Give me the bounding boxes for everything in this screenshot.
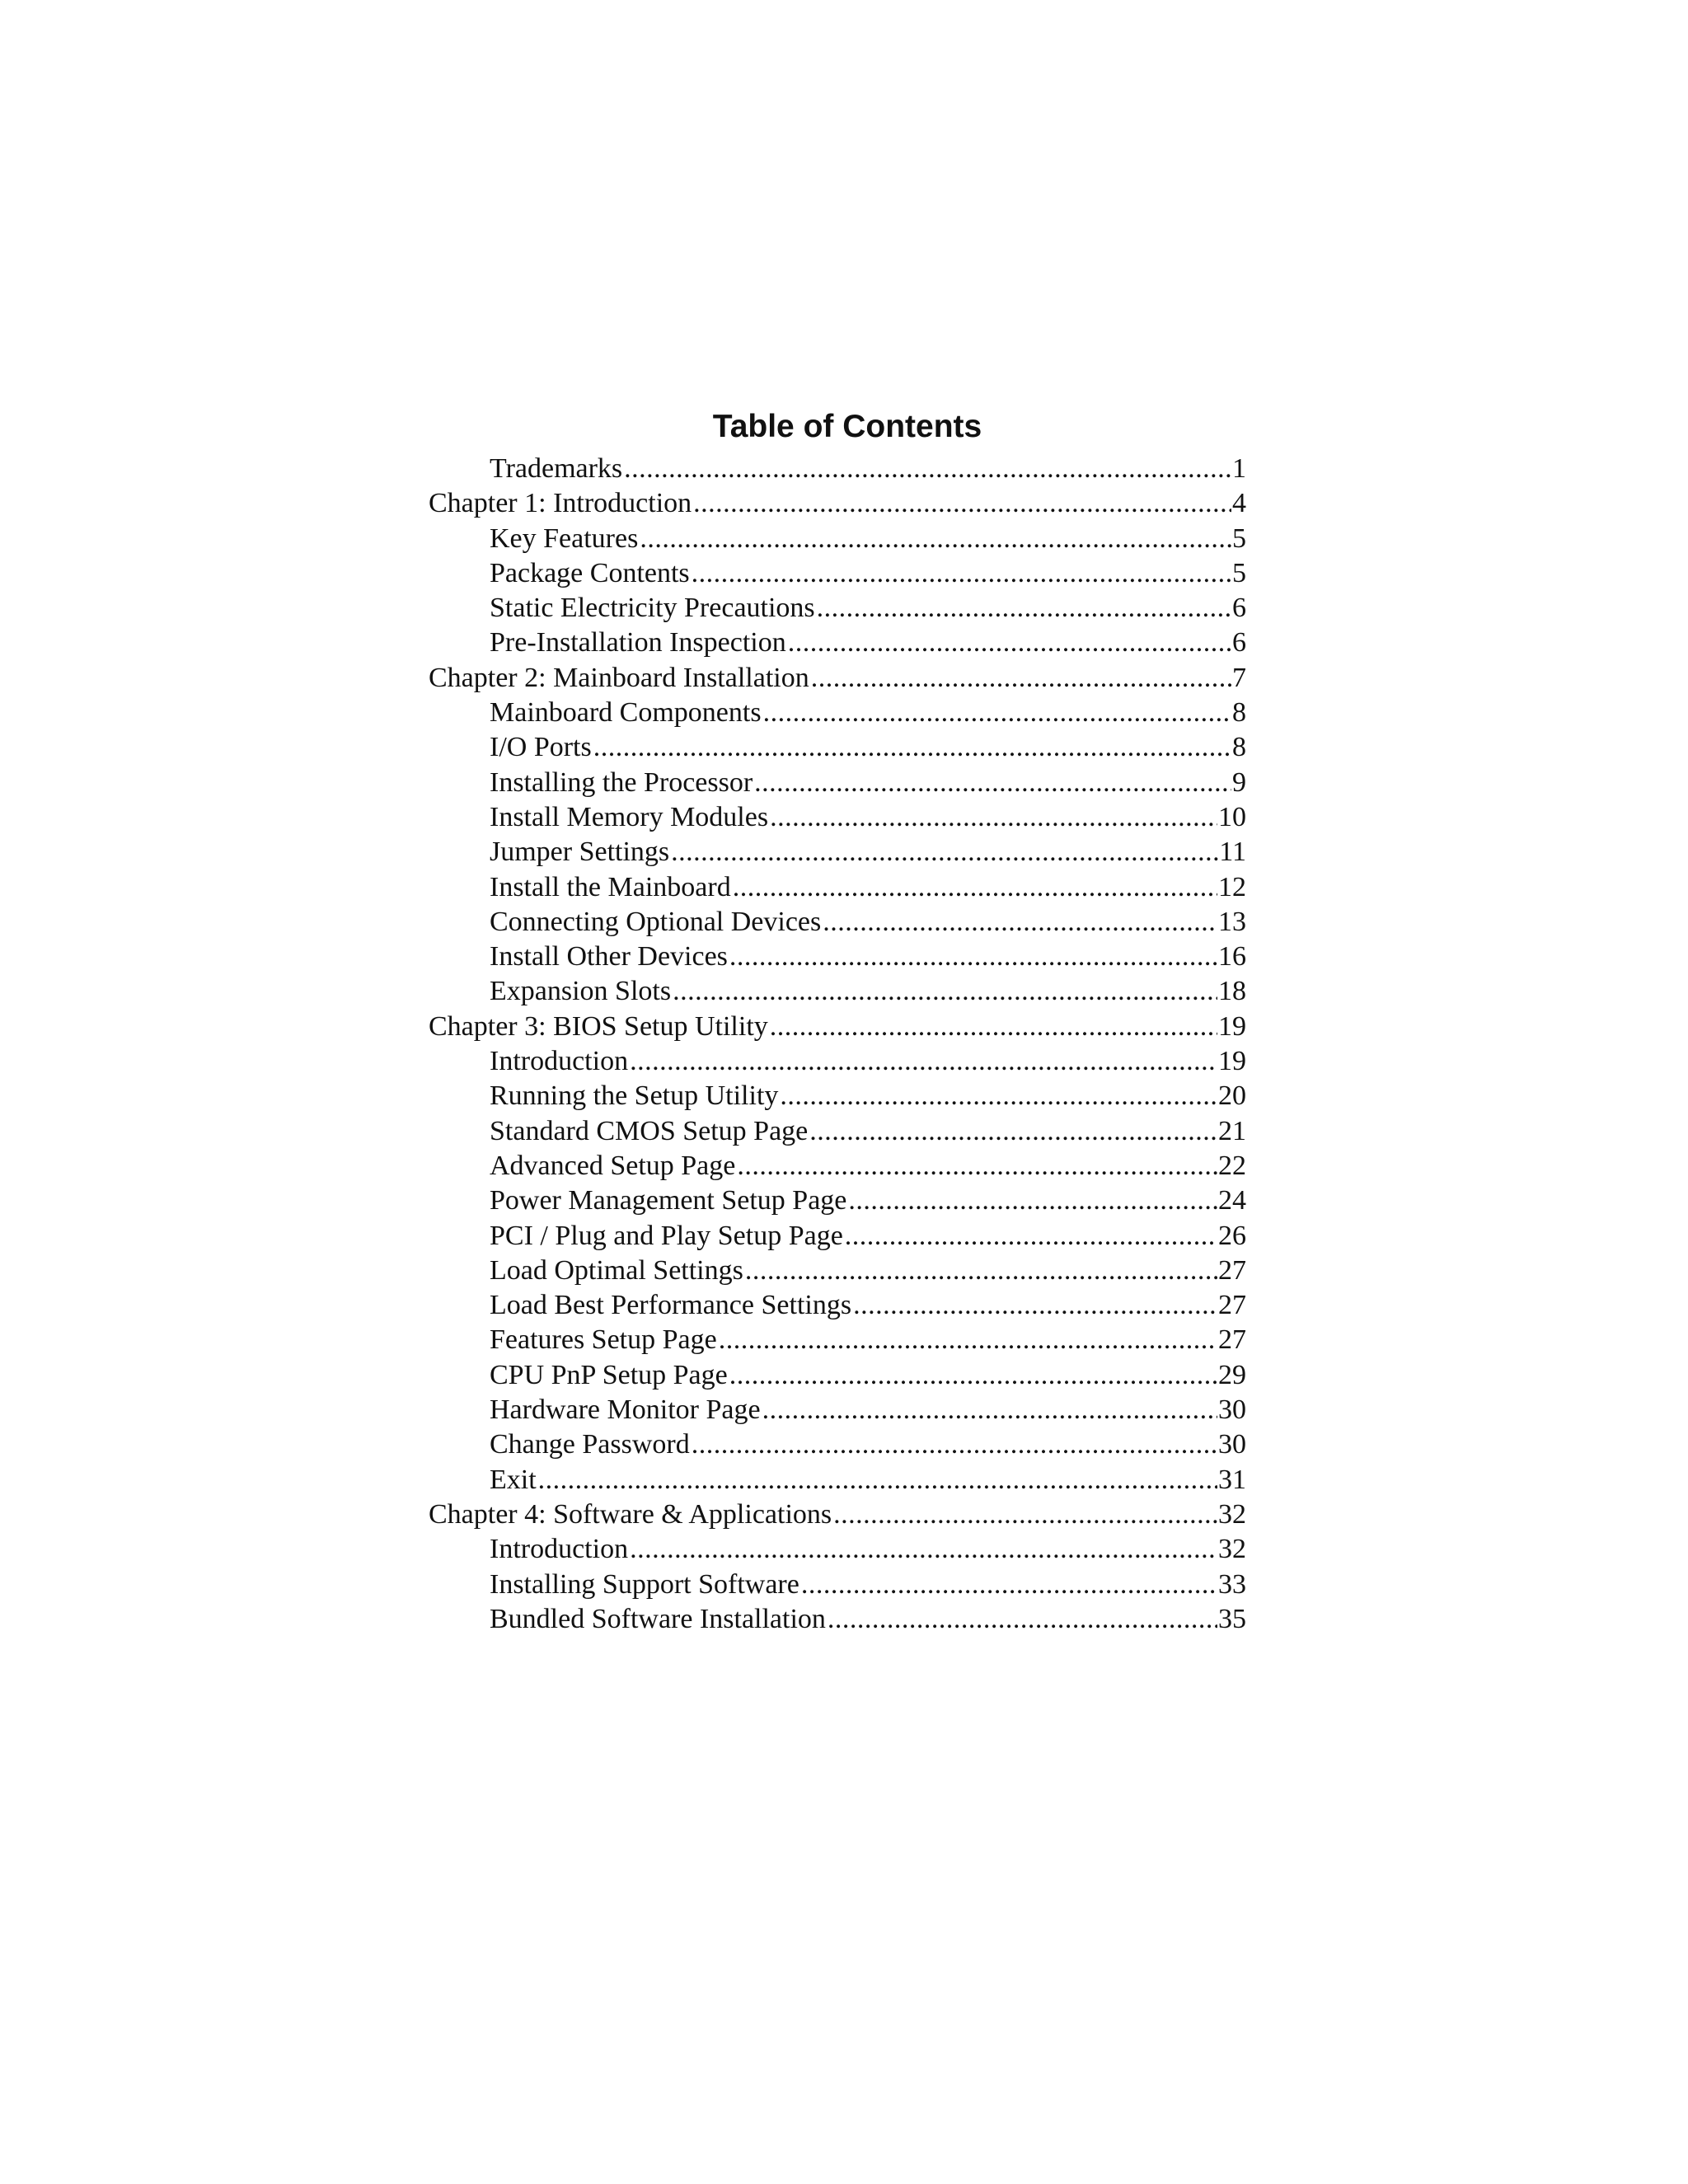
- toc-entry-label: Installing the Processor: [490, 766, 753, 798]
- toc-entry-page-number: 29: [1218, 1359, 1246, 1390]
- toc-entry-label: Pre-Installation Inspection: [490, 627, 786, 658]
- toc-entry-label: Introduction: [490, 1046, 629, 1077]
- toc-entry-page-number: 33: [1218, 1568, 1246, 1600]
- toc-section-entry[interactable]: [429, 1288, 1246, 1323]
- toc-entry-label: Key Features: [490, 523, 639, 554]
- dot-leader: [729, 940, 1217, 974]
- toc-entry-page-number: 12: [1218, 871, 1246, 902]
- toc-entry-page-number: 6: [1232, 593, 1246, 624]
- toc-entry-label: Introduction: [490, 1534, 629, 1565]
- toc-entry-page-number: 35: [1218, 1603, 1246, 1634]
- dot-leader: [762, 1393, 1217, 1427]
- toc-entry-page-number: 18: [1218, 976, 1246, 1007]
- toc-entry-label: Advanced Setup Page: [490, 1150, 736, 1181]
- page-title: Table of Contents: [712, 409, 982, 444]
- toc-entry-page-number: 10: [1218, 801, 1246, 832]
- dot-leader: [770, 1010, 1217, 1044]
- toc-entry-page-number: 7: [1232, 662, 1246, 693]
- toc-entry-page-number: 16: [1218, 941, 1246, 972]
- toc-section-entry[interactable]: [429, 905, 1246, 940]
- toc-section-entry[interactable]: [429, 591, 1246, 626]
- toc-entry-page-number: 27: [1218, 1324, 1246, 1356]
- dot-leader: [624, 452, 1231, 486]
- toc-chapter-entry[interactable]: [429, 661, 1246, 696]
- toc-entry-label: PCI / Plug and Play Setup Page: [490, 1220, 843, 1251]
- toc-entry-label: Load Best Performance Settings: [490, 1290, 852, 1321]
- toc-entry-page-number: 8: [1232, 732, 1246, 763]
- toc-section-entry[interactable]: [429, 696, 1246, 730]
- toc-entry-page-number: 30: [1218, 1394, 1246, 1426]
- toc-section-entry[interactable]: [429, 1079, 1246, 1113]
- toc-entry-page-number: 31: [1218, 1464, 1246, 1495]
- dot-leader: [733, 870, 1217, 905]
- toc-entry-label: Bundled Software Installation: [490, 1603, 826, 1634]
- toc-entry-label: Install the Mainboard: [490, 871, 731, 902]
- toc-entry-label: Static Electricity Precautions: [490, 593, 815, 624]
- toc-section-entry[interactable]: [429, 800, 1246, 835]
- toc-entry-label: Installing Support Software: [490, 1568, 799, 1600]
- dot-leader: [692, 1427, 1217, 1462]
- dot-leader: [630, 1044, 1217, 1079]
- toc-entry-label: Features Setup Page: [490, 1324, 717, 1356]
- toc-section-entry[interactable]: [429, 1323, 1246, 1357]
- toc-section-entry[interactable]: [429, 556, 1246, 591]
- toc-section-entry[interactable]: [429, 1114, 1246, 1149]
- toc-entry-page-number: 9: [1232, 766, 1246, 798]
- toc-entry-label: Chapter 1: Introduction: [429, 488, 692, 519]
- dot-leader: [640, 522, 1231, 556]
- dot-leader: [729, 1358, 1217, 1393]
- toc-entry-page-number: 6: [1232, 627, 1246, 658]
- dot-leader: [801, 1568, 1217, 1602]
- toc-entry-page-number: 13: [1218, 906, 1246, 937]
- dot-leader: [823, 905, 1217, 940]
- dot-leader: [630, 1532, 1217, 1567]
- dot-leader: [845, 1219, 1217, 1254]
- toc-section-entry[interactable]: [429, 1219, 1246, 1254]
- toc-entry-page-number: 22: [1218, 1150, 1246, 1181]
- toc-entry-page-number: 19: [1218, 1010, 1246, 1042]
- toc-entry-label: Install Other Devices: [490, 941, 728, 972]
- toc-entry-label: Chapter 4: Software & Applications: [429, 1498, 832, 1530]
- dot-leader: [538, 1463, 1217, 1497]
- dot-leader: [737, 1149, 1217, 1183]
- toc-entry-label: Trademarks: [490, 453, 623, 484]
- toc-section-entry[interactable]: [429, 974, 1246, 1009]
- toc-entry-label: I/O Ports: [490, 732, 592, 763]
- toc-list: [429, 452, 1246, 1637]
- dot-leader: [788, 626, 1231, 660]
- toc-section-entry[interactable]: [429, 1358, 1246, 1393]
- toc-entry-label: Expansion Slots: [490, 976, 672, 1007]
- toc-section-entry[interactable]: [429, 452, 1246, 486]
- toc-entry-page-number: 5: [1232, 523, 1246, 554]
- toc-entry-label: Chapter 2: Mainboard Installation: [429, 662, 809, 693]
- toc-entry-page-number: 21: [1218, 1115, 1246, 1146]
- toc-section-entry[interactable]: [429, 1393, 1246, 1427]
- toc-entry-label: Change Password: [490, 1429, 690, 1460]
- toc-entry-label: Exit: [490, 1464, 537, 1495]
- toc-entry-label: Jumper Settings: [490, 837, 670, 868]
- toc-section-entry[interactable]: [429, 1532, 1246, 1567]
- toc-entry-label: Mainboard Components: [490, 697, 762, 729]
- toc-entry-page-number: 26: [1218, 1220, 1246, 1251]
- dot-leader: [809, 1114, 1217, 1149]
- toc-entry-page-number: 20: [1218, 1080, 1246, 1112]
- toc-entry-label: Connecting Optional Devices: [490, 906, 822, 937]
- toc-entry-label: CPU PnP Setup Page: [490, 1359, 728, 1390]
- toc-entry-page-number: 5: [1232, 557, 1246, 588]
- toc-entry-label: Package Contents: [490, 557, 690, 588]
- toc-entry-page-number: 27: [1218, 1290, 1246, 1321]
- dot-leader: [719, 1323, 1217, 1357]
- toc-section-entry[interactable]: [429, 1568, 1246, 1602]
- toc-entry-page-number: 24: [1218, 1185, 1246, 1216]
- toc-section-entry[interactable]: [429, 1463, 1246, 1497]
- toc-entry-label: Standard CMOS Setup Page: [490, 1115, 809, 1146]
- dot-leader: [780, 1079, 1217, 1113]
- toc-section-entry[interactable]: [429, 1149, 1246, 1183]
- dot-leader: [848, 1183, 1217, 1218]
- toc-entry-label: Running the Setup Utility: [490, 1080, 779, 1112]
- dot-leader: [828, 1602, 1217, 1637]
- toc-section-entry[interactable]: [429, 730, 1246, 765]
- toc-entry-page-number: 32: [1218, 1498, 1246, 1530]
- toc-entry-page-number: 11: [1219, 837, 1246, 868]
- dot-leader: [763, 696, 1231, 730]
- dot-leader: [811, 661, 1231, 696]
- toc-section-entry[interactable]: [429, 870, 1246, 905]
- toc-entry-label: Chapter 3: BIOS Setup Utility: [429, 1010, 768, 1042]
- dot-leader: [754, 766, 1231, 800]
- toc-section-entry[interactable]: [429, 1183, 1246, 1218]
- toc-section-entry[interactable]: [429, 940, 1246, 974]
- toc-section-entry[interactable]: [429, 626, 1246, 660]
- toc-entry-page-number: 19: [1218, 1046, 1246, 1077]
- toc-entry-label: Install Memory Modules: [490, 801, 769, 832]
- toc-entry-label: Hardware Monitor Page: [490, 1394, 761, 1426]
- toc-chapter-entry[interactable]: [429, 486, 1246, 521]
- dot-leader: [817, 591, 1231, 626]
- dot-leader: [593, 730, 1231, 765]
- toc-entry-page-number: 4: [1232, 488, 1246, 519]
- toc-section-entry[interactable]: [429, 1602, 1246, 1637]
- toc-entry-page-number: 32: [1218, 1534, 1246, 1565]
- dot-leader: [833, 1497, 1217, 1532]
- toc-entry-label: Load Optimal Settings: [490, 1254, 743, 1286]
- toc-section-entry[interactable]: [429, 522, 1246, 556]
- dot-leader: [673, 974, 1217, 1009]
- dot-leader: [692, 556, 1231, 591]
- dot-leader: [770, 800, 1217, 835]
- toc-chapter-entry[interactable]: [429, 1497, 1246, 1532]
- toc-chapter-entry[interactable]: [429, 1010, 1246, 1044]
- toc-entry-page-number: 30: [1218, 1429, 1246, 1460]
- toc-section-entry[interactable]: [429, 766, 1246, 800]
- toc-section-entry[interactable]: [429, 1044, 1246, 1079]
- toc-entry-page-number: 1: [1232, 453, 1246, 484]
- toc-section-entry[interactable]: [429, 1254, 1246, 1288]
- toc-section-entry[interactable]: [429, 835, 1246, 869]
- dot-leader: [853, 1288, 1217, 1323]
- toc-section-entry[interactable]: [429, 1427, 1246, 1462]
- toc-entry-label: Power Management Setup Page: [490, 1185, 847, 1216]
- dot-leader: [693, 486, 1231, 521]
- dot-leader: [745, 1254, 1217, 1288]
- table-of-contents: [429, 404, 1246, 1637]
- dot-leader: [671, 835, 1218, 869]
- toc-entry-page-number: 27: [1218, 1254, 1246, 1286]
- toc-entry-page-number: 8: [1232, 697, 1246, 729]
